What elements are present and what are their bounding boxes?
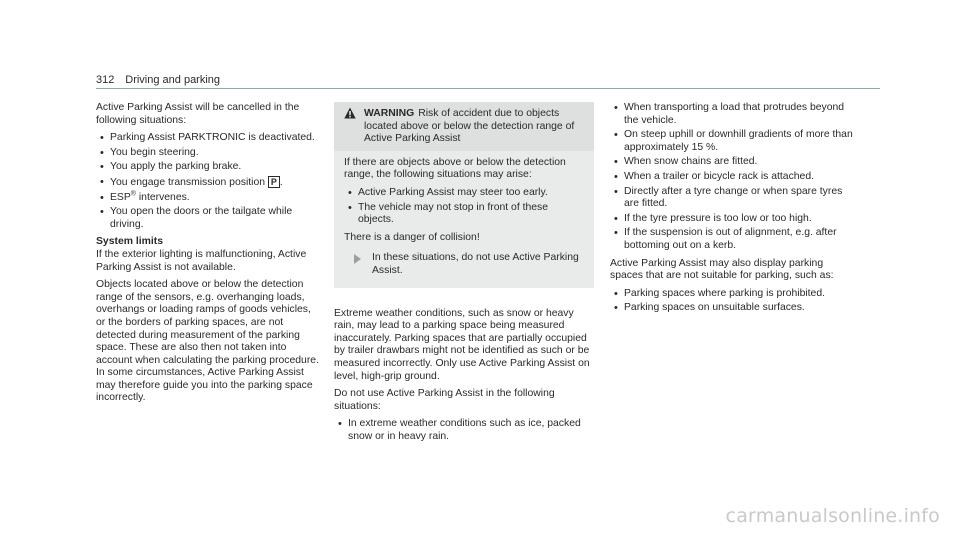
donot-list bbox=[334, 418, 594, 443]
list-item: • When snow chains are fitted. bbox=[610, 156, 855, 169]
list-item: • When transporting a load that protrudes beyond the vehicle. bbox=[610, 102, 855, 127]
cancel-situations-list bbox=[96, 132, 322, 231]
unsuitable-list bbox=[610, 288, 855, 315]
page-header bbox=[96, 74, 880, 88]
warning-box bbox=[334, 102, 594, 288]
action-text: In these situations, do not use Active Parking Assist. bbox=[372, 252, 579, 276]
warning-title-line bbox=[344, 108, 584, 146]
list-item: • In extreme weather conditions such as ice, packed snow or in heavy rain. bbox=[334, 418, 594, 443]
warning-triangle-icon bbox=[344, 107, 356, 119]
donot-list-continued bbox=[610, 102, 855, 253]
list-item bbox=[96, 176, 322, 190]
header-rule bbox=[96, 88, 880, 89]
lighting-paragraph: If the exterior lighting is malfunctioning, Active Parking Assist is not available. bbox=[96, 248, 307, 273]
list-item: • You apply the parking brake. bbox=[96, 161, 322, 174]
list-item: • Parking spaces on unsuitable surfaces. bbox=[610, 302, 855, 315]
list-item: • When a trailer or bicycle rack is attached. bbox=[610, 171, 855, 184]
esp-text: ESP bbox=[110, 191, 131, 203]
display-paragraph: Active Parking Assist may also display parking spaces that are not suitable for parking, such as: bbox=[610, 257, 834, 282]
page-number: 312 bbox=[96, 74, 115, 86]
list-item: • The vehicle may not stop in front of these objects. bbox=[344, 202, 584, 227]
list-item: • Active Parking Assist may steer too early. bbox=[344, 187, 584, 200]
list-item: • If the suspension is out of alignment, e.g. after bottoming out on a kerb. bbox=[610, 227, 855, 252]
column-left bbox=[96, 102, 322, 410]
column-right bbox=[610, 102, 855, 320]
weather-paragraph: Extreme weather conditions, such as snow or heavy rain, may lead to a parking space being measured inaccurately. Parking spaces that are partially occupied by trailer drawbars might not be identified as such or be measured incorrectly. Only use Active Parking Assist on level, high-grip ground. bbox=[334, 307, 590, 382]
warning-label: WARNING bbox=[364, 108, 415, 119]
gear-suffix: . bbox=[279, 176, 283, 188]
warning-action bbox=[344, 252, 584, 277]
section-heading: System limits bbox=[96, 236, 163, 248]
gear-text: You engage transmission position bbox=[110, 176, 266, 188]
park-position-icon: P bbox=[268, 176, 280, 188]
column-middle bbox=[334, 102, 594, 448]
warning-body bbox=[334, 151, 594, 288]
intro-paragraph: Active Parking Assist will be cancelled in the following situations: bbox=[96, 102, 300, 126]
donot-paragraph: Do not use Active Parking Assist in the following situations: bbox=[334, 388, 555, 412]
warning-title: Risk of accident due to objects located above or below the detection range of Active Parking Assist bbox=[364, 108, 575, 145]
registered-mark: ® bbox=[130, 190, 136, 198]
warning-text: If there are objects above or below the detection range, the following situations may arise: bbox=[344, 156, 566, 181]
list-item: • You open the doors or the tailgate while driving. bbox=[96, 206, 322, 231]
warning-list bbox=[344, 187, 584, 227]
watermark: carmanualsonline.info bbox=[725, 505, 940, 528]
objects-paragraph: Objects located above or below the detection range of the sensors, e.g. overhanging loads, overhangs or loading ramps of goods vehicles, or the borders of parking spaces, are not detected during measurement of the parking space. These are also then not taken into account when calculating the parking procedure. In some circumstances, Active Parking Assist may therefore guide you into the parking space incorrectly. bbox=[96, 279, 319, 404]
warning-header bbox=[334, 102, 594, 151]
list-item: • You begin steering. bbox=[96, 147, 322, 160]
list-item: • Parking spaces where parking is prohibited. bbox=[610, 288, 855, 301]
list-item: • On steep uphill or downhill gradients of more than approximately 15 %. bbox=[610, 129, 855, 154]
esp-suffix: intervenes. bbox=[135, 191, 190, 203]
list-item: • Directly after a tyre change or when spare tyres are fitted. bbox=[610, 186, 855, 211]
danger-text: There is a danger of collision! bbox=[344, 231, 480, 243]
list-item: • Parking Assist PARKTRONIC is deactivated. bbox=[96, 132, 322, 145]
section-title: Driving and parking bbox=[125, 74, 221, 86]
list-item: • If the tyre pressure is too low or too high. bbox=[610, 213, 855, 226]
action-arrow-icon bbox=[354, 254, 361, 264]
list-item bbox=[96, 192, 322, 205]
